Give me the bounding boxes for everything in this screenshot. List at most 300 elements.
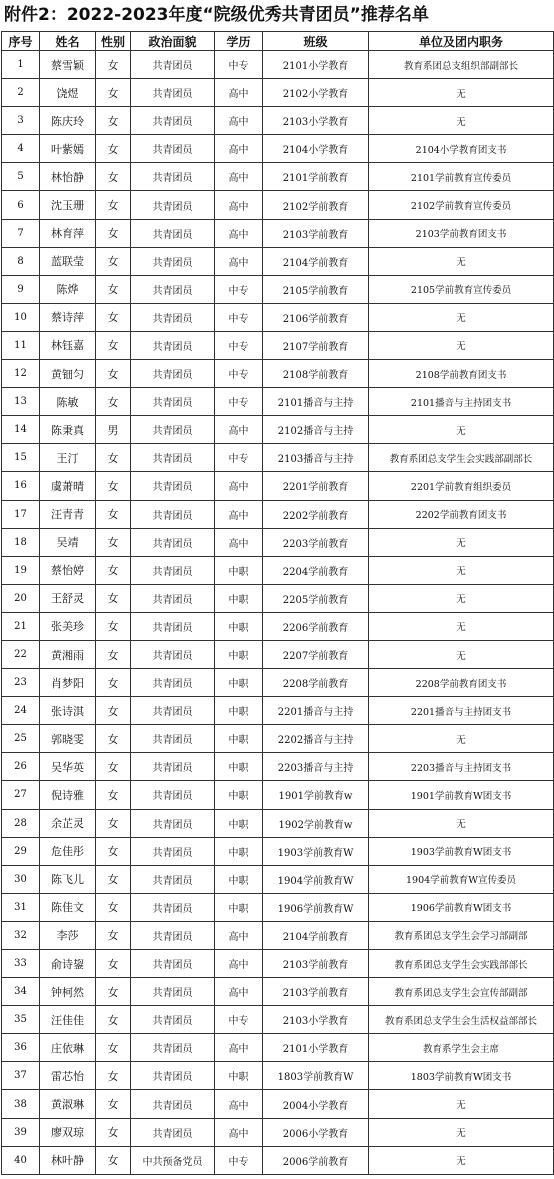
header-class: 班级 (263, 32, 369, 51)
cell-name: 蓝联莹 (40, 247, 96, 275)
table-row (2, 640, 554, 668)
table-row (2, 163, 554, 191)
cell-class: 2004小学教育 (263, 1090, 369, 1118)
cell-political-status: 共青团员 (131, 51, 215, 79)
cell-index: 33 (2, 950, 40, 978)
cell-gender: 女 (96, 247, 131, 275)
cell-class: 2103播音与主持 (263, 444, 369, 472)
table-body (2, 51, 554, 1175)
cell-education: 中职 (215, 809, 263, 837)
cell-index: 37 (2, 1062, 40, 1090)
cell-education: 中专 (215, 388, 263, 416)
cell-position: 1803学前教育W团支书 (369, 1062, 554, 1090)
cell-name: 俞诗鋆 (40, 950, 96, 978)
cell-name: 汪青青 (40, 500, 96, 528)
cell-political-status: 共青团员 (131, 107, 215, 135)
table-row (2, 444, 554, 472)
cell-class: 2202学前教育 (263, 500, 369, 528)
cell-class: 2201学前教育 (263, 472, 369, 500)
cell-education: 高中 (215, 978, 263, 1006)
table-row (2, 107, 554, 135)
cell-position: 2202学前教育团支书 (369, 500, 554, 528)
cell-political-status: 共青团员 (131, 725, 215, 753)
cell-gender: 女 (96, 697, 131, 725)
cell-index: 14 (2, 416, 40, 444)
table-row (2, 247, 554, 275)
cell-education: 高中 (215, 921, 263, 949)
cell-education: 中专 (215, 444, 263, 472)
cell-class: 2104小学教育 (263, 135, 369, 163)
cell-index: 2 (2, 79, 40, 107)
cell-name: 廖双琼 (40, 1118, 96, 1146)
cell-political-status: 共青团员 (131, 1062, 215, 1090)
cell-education: 中专 (215, 1146, 263, 1174)
cell-gender: 女 (96, 1006, 131, 1034)
cell-name: 危佳彤 (40, 837, 96, 865)
cell-political-status: 共青团员 (131, 950, 215, 978)
cell-index: 13 (2, 388, 40, 416)
cell-class: 2006小学教育 (263, 1118, 369, 1146)
cell-education: 中职 (215, 697, 263, 725)
cell-index: 39 (2, 1118, 40, 1146)
table-row (2, 837, 554, 865)
cell-position: 无 (369, 1146, 554, 1174)
cell-position: 教育系团总支学生会学习部副部 (369, 921, 554, 949)
cell-gender: 女 (96, 528, 131, 556)
cell-political-status: 共青团员 (131, 388, 215, 416)
cell-position: 2108学前教育团支书 (369, 360, 554, 388)
table-row (2, 753, 554, 781)
cell-class: 2205学前教育 (263, 584, 369, 612)
cell-class: 2105学前教育 (263, 275, 369, 303)
cell-education: 高中 (215, 191, 263, 219)
cell-class: 1901学前教育w (263, 781, 369, 809)
cell-education: 高中 (215, 950, 263, 978)
document-title: 附件2：2022-2023年度“院级优秀共青团员”推荐名单 (4, 5, 429, 25)
cell-political-status: 中共预备党员 (131, 1146, 215, 1174)
cell-position: 无 (369, 416, 554, 444)
cell-class: 2108学前教育 (263, 360, 369, 388)
cell-education: 高中 (215, 219, 263, 247)
table-row (2, 1034, 554, 1062)
cell-position: 教育系学生会主席 (369, 1034, 554, 1062)
cell-class: 2203播音与主持 (263, 753, 369, 781)
cell-class: 2201播音与主持 (263, 697, 369, 725)
cell-gender: 女 (96, 1118, 131, 1146)
cell-education: 中职 (215, 669, 263, 697)
cell-education: 高中 (215, 107, 263, 135)
cell-gender: 女 (96, 809, 131, 837)
cell-index: 35 (2, 1006, 40, 1034)
header-position: 单位及团内职务 (369, 32, 554, 51)
cell-position: 无 (369, 725, 554, 753)
header-index: 序号 (2, 32, 40, 51)
table-header-row (2, 32, 554, 51)
cell-position: 无 (369, 584, 554, 612)
cell-index: 19 (2, 556, 40, 584)
cell-position: 无 (369, 556, 554, 584)
cell-gender: 女 (96, 753, 131, 781)
cell-name: 王舒灵 (40, 584, 96, 612)
table-row (2, 612, 554, 640)
table-row (2, 500, 554, 528)
cell-class: 2103小学教育 (263, 107, 369, 135)
cell-education: 中职 (215, 612, 263, 640)
cell-position: 无 (369, 303, 554, 331)
table-row (2, 331, 554, 359)
cell-gender: 女 (96, 781, 131, 809)
cell-index: 9 (2, 275, 40, 303)
cell-position: 教育系团总支学生会生活权益部部长 (369, 1006, 554, 1034)
cell-index: 8 (2, 247, 40, 275)
cell-index: 4 (2, 135, 40, 163)
header-name: 姓名 (40, 32, 96, 51)
cell-name: 张诗淇 (40, 697, 96, 725)
cell-name: 黄湘雨 (40, 640, 96, 668)
cell-name: 陈佳文 (40, 893, 96, 921)
cell-index: 16 (2, 472, 40, 500)
cell-position: 1906学前教育W团支书 (369, 893, 554, 921)
cell-political-status: 共青团员 (131, 1090, 215, 1118)
cell-index: 31 (2, 893, 40, 921)
table-row (2, 303, 554, 331)
cell-gender: 女 (96, 669, 131, 697)
cell-position: 教育系团总支学生会宣传部副部 (369, 978, 554, 1006)
cell-class: 2103学前教育 (263, 219, 369, 247)
cell-name: 吴靖 (40, 528, 96, 556)
cell-class: 2207学前教育 (263, 640, 369, 668)
table-row (2, 669, 554, 697)
cell-index: 21 (2, 612, 40, 640)
cell-class: 2106学前教育 (263, 303, 369, 331)
cell-position: 无 (369, 79, 554, 107)
cell-name: 叶紫嫣 (40, 135, 96, 163)
cell-education: 高中 (215, 1090, 263, 1118)
cell-position: 教育系团总支组织部副部长 (369, 51, 554, 79)
cell-name: 黄钿匀 (40, 360, 96, 388)
cell-education: 中职 (215, 556, 263, 584)
cell-name: 蔡雪颖 (40, 51, 96, 79)
cell-political-status: 共青团员 (131, 697, 215, 725)
cell-gender: 女 (96, 79, 131, 107)
table-row (2, 51, 554, 79)
cell-index: 34 (2, 978, 40, 1006)
cell-index: 15 (2, 444, 40, 472)
cell-education: 高中 (215, 247, 263, 275)
cell-index: 23 (2, 669, 40, 697)
cell-class: 2102播音与主持 (263, 416, 369, 444)
cell-name: 林钰嘉 (40, 331, 96, 359)
cell-education: 中职 (215, 640, 263, 668)
cell-name: 陈烨 (40, 275, 96, 303)
cell-political-status: 共青团员 (131, 360, 215, 388)
cell-class: 1904学前教育W (263, 865, 369, 893)
cell-gender: 女 (96, 135, 131, 163)
cell-index: 26 (2, 753, 40, 781)
cell-education: 高中 (215, 500, 263, 528)
cell-position: 2203播音与主持团支书 (369, 753, 554, 781)
cell-gender: 女 (96, 500, 131, 528)
cell-class: 2208学前教育 (263, 669, 369, 697)
cell-index: 6 (2, 191, 40, 219)
cell-name: 张美珍 (40, 612, 96, 640)
table-row (2, 556, 554, 584)
cell-political-status: 共青团员 (131, 247, 215, 275)
table-row (2, 191, 554, 219)
cell-class: 2203学前教育 (263, 528, 369, 556)
cell-name: 郭晓雯 (40, 725, 96, 753)
cell-education: 高中 (215, 416, 263, 444)
cell-index: 32 (2, 921, 40, 949)
cell-index: 38 (2, 1090, 40, 1118)
cell-name: 陈敏 (40, 388, 96, 416)
cell-name: 李莎 (40, 921, 96, 949)
cell-class: 2101学前教育 (263, 163, 369, 191)
cell-education: 中专 (215, 331, 263, 359)
cell-class: 2102学前教育 (263, 191, 369, 219)
table-row (2, 135, 554, 163)
cell-political-status: 共青团员 (131, 1006, 215, 1034)
cell-political-status: 共青团员 (131, 893, 215, 921)
cell-name: 林怡静 (40, 163, 96, 191)
cell-name: 饶煜 (40, 79, 96, 107)
cell-index: 25 (2, 725, 40, 753)
cell-position: 2101学前教育宣传委员 (369, 163, 554, 191)
cell-education: 高中 (215, 1118, 263, 1146)
cell-position: 无 (369, 331, 554, 359)
table-row (2, 219, 554, 247)
cell-gender: 女 (96, 472, 131, 500)
cell-gender: 女 (96, 921, 131, 949)
cell-class: 2103小学教育 (263, 1006, 369, 1034)
cell-education: 中专 (215, 303, 263, 331)
table-row (2, 809, 554, 837)
header-gender: 性别 (96, 32, 131, 51)
cell-name: 陈秉真 (40, 416, 96, 444)
cell-gender: 女 (96, 893, 131, 921)
cell-political-status: 共青团员 (131, 472, 215, 500)
cell-position: 无 (369, 1090, 554, 1118)
cell-index: 7 (2, 219, 40, 247)
cell-class: 2101小学教育 (263, 1034, 369, 1062)
cell-class: 2101播音与主持 (263, 388, 369, 416)
cell-political-status: 共青团员 (131, 753, 215, 781)
cell-position: 2105学前教育宣传委员 (369, 275, 554, 303)
cell-gender: 女 (96, 725, 131, 753)
cell-name: 蔡诗萍 (40, 303, 96, 331)
cell-gender: 女 (96, 978, 131, 1006)
cell-index: 27 (2, 781, 40, 809)
cell-political-status: 共青团员 (131, 781, 215, 809)
cell-education: 高中 (215, 528, 263, 556)
cell-name: 吴华英 (40, 753, 96, 781)
cell-political-status: 共青团员 (131, 79, 215, 107)
cell-name: 林叶静 (40, 1146, 96, 1174)
cell-education: 中专 (215, 275, 263, 303)
cell-gender: 女 (96, 191, 131, 219)
cell-gender: 女 (96, 556, 131, 584)
cell-index: 11 (2, 331, 40, 359)
cell-position: 1904学前教育W宣传委员 (369, 865, 554, 893)
cell-political-status: 共青团员 (131, 444, 215, 472)
cell-name: 陈飞儿 (40, 865, 96, 893)
cell-name: 雷芯怡 (40, 1062, 96, 1090)
cell-class: 2101小学教育 (263, 51, 369, 79)
table-row (2, 978, 554, 1006)
table-row (2, 472, 554, 500)
cell-position: 无 (369, 640, 554, 668)
cell-political-status: 共青团员 (131, 275, 215, 303)
cell-political-status: 共青团员 (131, 1118, 215, 1146)
cell-position: 无 (369, 107, 554, 135)
cell-gender: 女 (96, 331, 131, 359)
cell-class: 2107学前教育 (263, 331, 369, 359)
cell-political-status: 共青团员 (131, 837, 215, 865)
cell-political-status: 共青团员 (131, 669, 215, 697)
cell-position: 教育系团总支学生会实践部副部长 (369, 444, 554, 472)
cell-class: 1906学前教育W (263, 893, 369, 921)
cell-index: 29 (2, 837, 40, 865)
cell-name: 庄依琳 (40, 1034, 96, 1062)
cell-political-status: 共青团员 (131, 303, 215, 331)
cell-political-status: 共青团员 (131, 416, 215, 444)
cell-education: 高中 (215, 135, 263, 163)
cell-education: 高中 (215, 472, 263, 500)
table-row (2, 79, 554, 107)
cell-index: 17 (2, 500, 40, 528)
cell-political-status: 共青团员 (131, 1034, 215, 1062)
cell-index: 18 (2, 528, 40, 556)
cell-political-status: 共青团员 (131, 163, 215, 191)
cell-class: 2206学前教育 (263, 612, 369, 640)
cell-class: 2103学前教育 (263, 978, 369, 1006)
cell-index: 28 (2, 809, 40, 837)
table-row (2, 893, 554, 921)
cell-education: 中职 (215, 584, 263, 612)
cell-name: 钟柯然 (40, 978, 96, 1006)
table-row (2, 1146, 554, 1174)
cell-political-status: 共青团员 (131, 865, 215, 893)
table-row (2, 388, 554, 416)
cell-index: 1 (2, 51, 40, 79)
cell-political-status: 共青团员 (131, 612, 215, 640)
cell-index: 36 (2, 1034, 40, 1062)
cell-index: 40 (2, 1146, 40, 1174)
cell-class: 2102小学教育 (263, 79, 369, 107)
cell-gender: 女 (96, 1034, 131, 1062)
table-row (2, 1062, 554, 1090)
cell-gender: 女 (96, 303, 131, 331)
cell-education: 中职 (215, 781, 263, 809)
cell-position: 2104小学教育团支书 (369, 135, 554, 163)
cell-index: 30 (2, 865, 40, 893)
cell-education: 中职 (215, 865, 263, 893)
table-row (2, 725, 554, 753)
cell-gender: 女 (96, 640, 131, 668)
cell-position: 2103学前教育团支书 (369, 219, 554, 247)
cell-political-status: 共青团员 (131, 500, 215, 528)
cell-name: 沈玉珊 (40, 191, 96, 219)
cell-position: 无 (369, 247, 554, 275)
table-row (2, 1006, 554, 1034)
cell-index: 22 (2, 640, 40, 668)
cell-index: 5 (2, 163, 40, 191)
table-row (2, 921, 554, 949)
table-row (2, 950, 554, 978)
cell-class: 2104学前教育 (263, 247, 369, 275)
cell-education: 中职 (215, 893, 263, 921)
cell-political-status: 共青团员 (131, 809, 215, 837)
cell-political-status: 共青团员 (131, 528, 215, 556)
cell-gender: 女 (96, 1062, 131, 1090)
cell-name: 肖梦阳 (40, 669, 96, 697)
cell-gender: 女 (96, 163, 131, 191)
cell-position: 2208学前教育团支书 (369, 669, 554, 697)
cell-position: 2201播音与主持团支书 (369, 697, 554, 725)
cell-political-status: 共青团员 (131, 978, 215, 1006)
cell-political-status: 共青团员 (131, 219, 215, 247)
cell-education: 中职 (215, 1062, 263, 1090)
cell-position: 1901学前教育W团支书 (369, 781, 554, 809)
cell-political-status: 共青团员 (131, 331, 215, 359)
cell-political-status: 共青团员 (131, 191, 215, 219)
cell-position: 2101播音与主持团支书 (369, 388, 554, 416)
cell-education: 高中 (215, 1034, 263, 1062)
cell-gender: 女 (96, 584, 131, 612)
header-political-status: 政治面貌 (131, 32, 215, 51)
cell-education: 中职 (215, 753, 263, 781)
recommendation-table (1, 31, 554, 1175)
cell-index: 10 (2, 303, 40, 331)
cell-gender: 女 (96, 1090, 131, 1118)
cell-gender: 女 (96, 837, 131, 865)
cell-name: 黄淑琳 (40, 1090, 96, 1118)
cell-gender: 女 (96, 1146, 131, 1174)
table-row (2, 416, 554, 444)
cell-name: 汪佳佳 (40, 1006, 96, 1034)
cell-education: 中专 (215, 360, 263, 388)
cell-name: 倪诗雅 (40, 781, 96, 809)
cell-education: 中专 (215, 1006, 263, 1034)
cell-name: 虞萧晴 (40, 472, 96, 500)
cell-gender: 女 (96, 950, 131, 978)
table-row (2, 528, 554, 556)
cell-class: 1803学前教育W (263, 1062, 369, 1090)
cell-position: 2201学前教育组织委员 (369, 472, 554, 500)
cell-political-status: 共青团员 (131, 584, 215, 612)
cell-class: 2103学前教育 (263, 950, 369, 978)
cell-name: 王汀 (40, 444, 96, 472)
cell-political-status: 共青团员 (131, 640, 215, 668)
cell-position: 无 (369, 809, 554, 837)
table-row (2, 275, 554, 303)
cell-gender: 女 (96, 388, 131, 416)
cell-political-status: 共青团员 (131, 556, 215, 584)
cell-position: 无 (369, 612, 554, 640)
cell-position: 2102学前教育宣传委员 (369, 191, 554, 219)
cell-class: 1902学前教育w (263, 809, 369, 837)
table-row (2, 360, 554, 388)
cell-index: 12 (2, 360, 40, 388)
cell-education: 高中 (215, 163, 263, 191)
cell-index: 20 (2, 584, 40, 612)
cell-education: 高中 (215, 79, 263, 107)
cell-name: 蔡怡婷 (40, 556, 96, 584)
cell-class: 2104学前教育 (263, 921, 369, 949)
cell-political-status: 共青团员 (131, 135, 215, 163)
cell-gender: 女 (96, 275, 131, 303)
table-row (2, 781, 554, 809)
